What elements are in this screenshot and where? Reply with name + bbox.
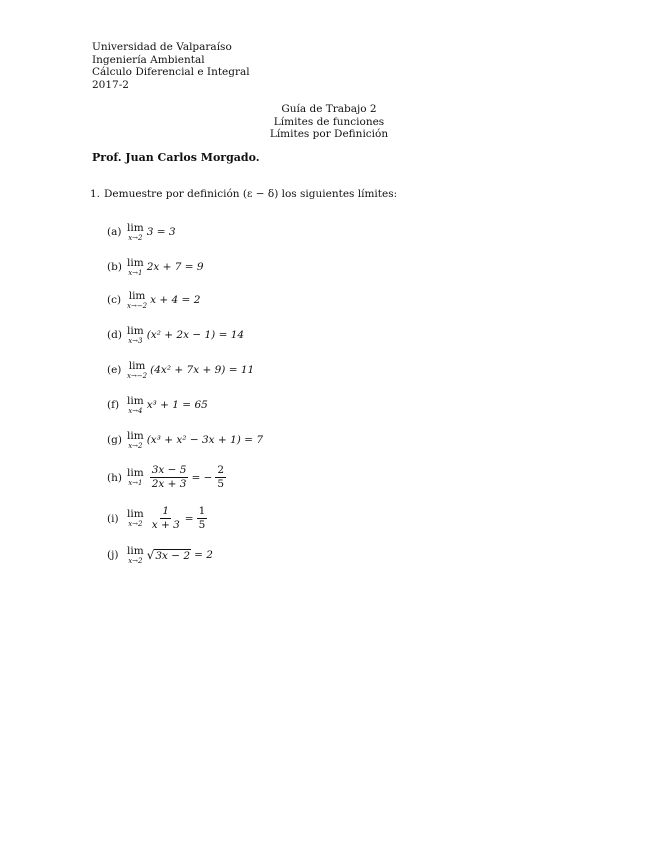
item-label: (e) [107, 364, 122, 377]
item-label: (b) [107, 261, 122, 274]
item-label: (g) [107, 434, 122, 447]
limit-subscript: x→1 [128, 268, 143, 277]
result-denominator: 5 [198, 519, 206, 532]
item-label: (j) [107, 549, 119, 562]
limit-item-a [107, 223, 176, 242]
limit-subscript: x→3 [128, 336, 143, 345]
limit-subscript: x→1 [128, 478, 143, 487]
item-label: (a) [107, 226, 122, 239]
square-root [147, 549, 191, 562]
fraction-numerator: 1 [160, 506, 171, 519]
limit-item-i [107, 506, 210, 531]
limit-subscript: x→−2 [127, 371, 148, 380]
limit-expression: (4x² + 7x + 9) = 11 [150, 364, 255, 377]
result-fraction [215, 465, 226, 490]
limit-expression: x³ + 1 = 65 [146, 399, 208, 412]
limit-item-e [107, 361, 254, 380]
limit-expression: 2x + 7 = 9 [146, 261, 204, 274]
career-name: Ingeniería Ambiental [92, 53, 205, 66]
item-label: (c) [107, 294, 122, 307]
limit-operator: lim x→2 [127, 508, 144, 528]
fraction-denominator: 2x + 3 [151, 478, 187, 491]
limit-expression: x + 4 = 2 [150, 294, 201, 307]
course-name: Cálculo Diferencial e Integral [92, 66, 250, 79]
radical-sign-icon: √ [146, 547, 155, 562]
fraction-numerator: 3x − 5 [150, 465, 189, 478]
professor-name: Prof. Juan Carlos Morgado. [92, 151, 260, 164]
result-numerator: 1 [197, 506, 208, 519]
limit-operator: lim x→−2 [127, 290, 148, 310]
limit-expression: (x³ + x² − 3x + 1) = 7 [146, 434, 263, 447]
title-line-2: Límites de funciones [273, 115, 385, 128]
result-fraction [197, 506, 208, 531]
document-title [220, 103, 438, 141]
course-header [92, 41, 250, 91]
limit-operator: lim x→3 [127, 325, 144, 345]
limit-result: = 2 [194, 549, 213, 562]
limit-expression: 3 = 3 [146, 226, 176, 239]
university-name: Universidad de Valparaíso [92, 41, 232, 53]
limit-item-c [107, 291, 200, 310]
fraction-denominator: x + 3 [151, 519, 180, 532]
limit-subscript: x→2 [128, 233, 143, 242]
limit-item-j [107, 546, 213, 565]
limit-operator: lim x→2 [127, 430, 144, 450]
limit-item-f [107, 396, 208, 415]
item-label: (f) [107, 399, 120, 412]
item-label: (d) [107, 329, 122, 342]
item-label: (i) [107, 512, 119, 525]
result-denominator: 5 [217, 478, 225, 491]
question-text: Demuestre por definición (ε − δ) los siguientes límites: [104, 188, 398, 200]
result-numerator: 2 [215, 465, 226, 478]
equals-sign: = − [191, 471, 213, 484]
limit-item-h [107, 465, 229, 490]
limit-subscript: x→2 [128, 556, 143, 565]
limit-operator: lim x→2 [127, 545, 144, 565]
radicand: 3x − 2 [155, 549, 191, 562]
limit-item-d [107, 326, 244, 345]
limit-item-g [107, 431, 263, 450]
limit-subscript: x→4 [128, 406, 143, 415]
limit-expression: (x² + 2x − 1) = 14 [146, 329, 245, 342]
limit-subscript: x→2 [128, 519, 143, 528]
limit-item-b [107, 258, 204, 277]
fraction [150, 506, 182, 531]
limit-operator: lim x→2 [127, 222, 144, 242]
question-1 [90, 188, 397, 200]
limit-operator: lim x→−2 [127, 360, 148, 380]
limit-operator: lim x→1 [127, 257, 144, 277]
limit-subscript: x→−2 [127, 301, 148, 310]
equals-sign: = [184, 512, 194, 525]
title-line-1: Guía de Trabajo 2 [281, 103, 377, 115]
title-line-3: Límites por Definición [269, 128, 389, 141]
limit-operator: lim x→4 [127, 395, 144, 415]
fraction [150, 465, 189, 490]
limit-subscript: x→2 [128, 441, 143, 450]
item-label: (h) [107, 471, 122, 484]
question-number: 1. [90, 188, 101, 200]
term: 2017-2 [92, 78, 129, 91]
limit-operator: lim x→1 [127, 467, 144, 487]
